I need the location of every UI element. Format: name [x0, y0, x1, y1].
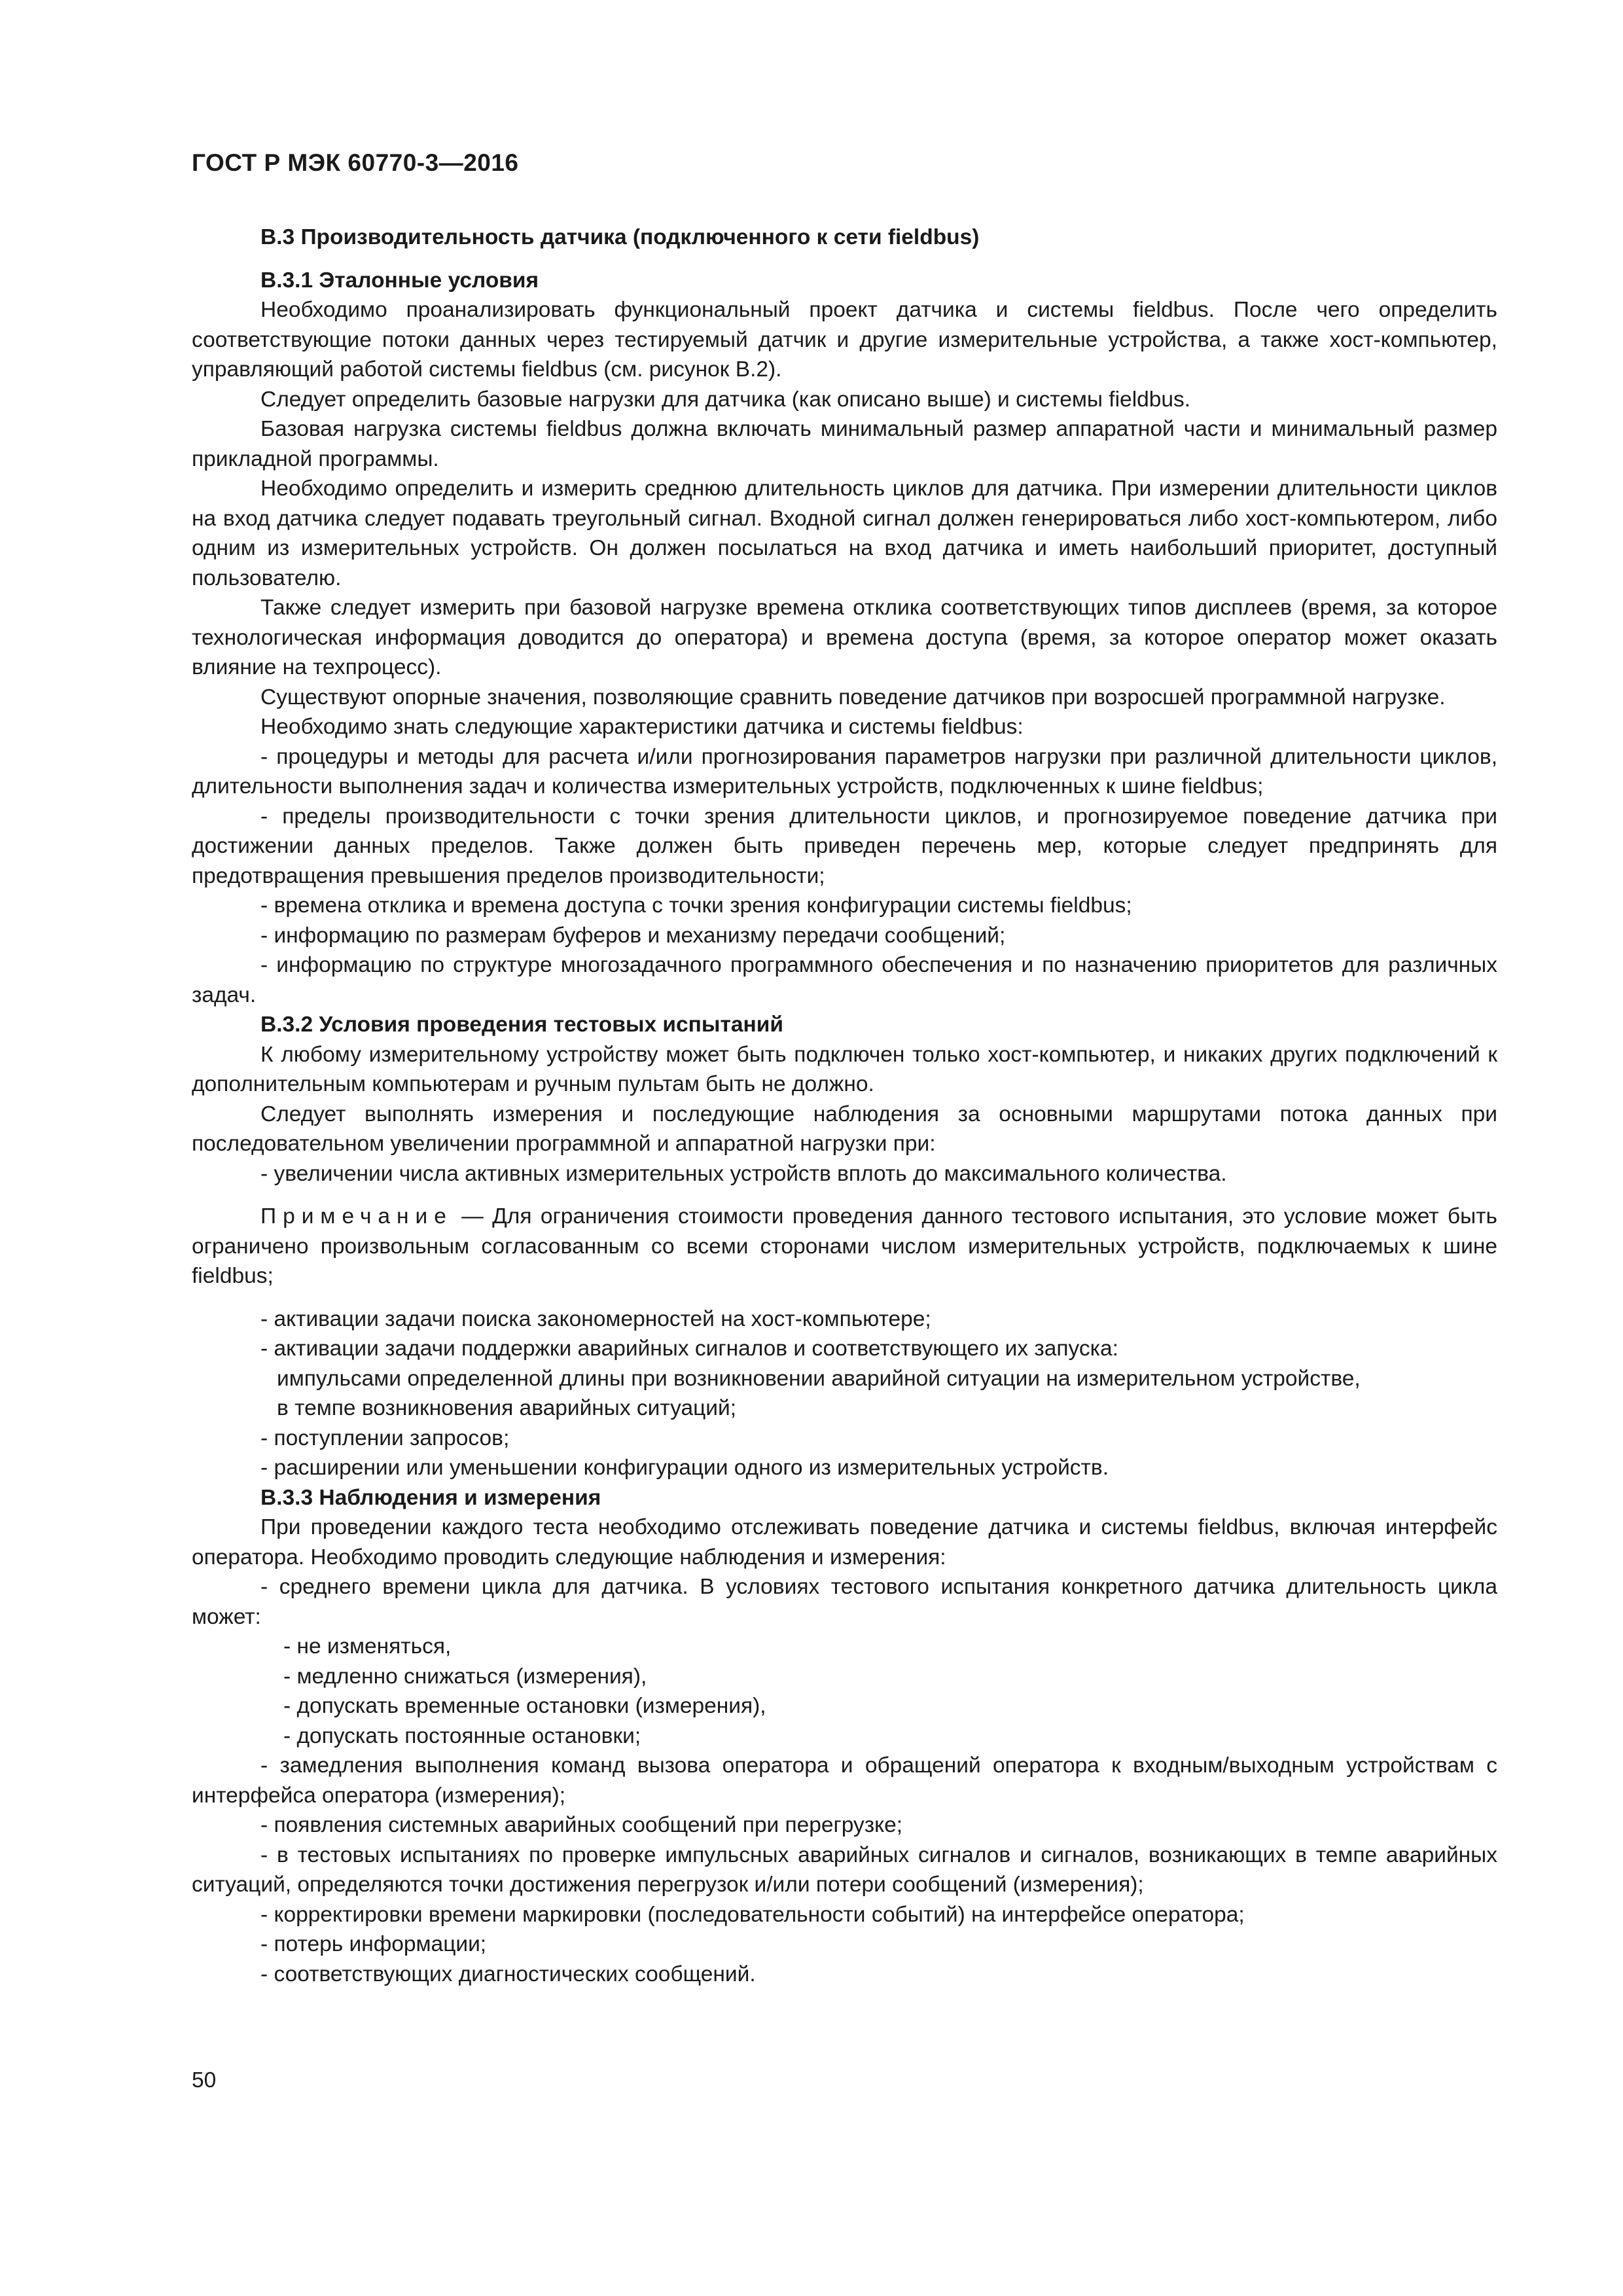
list-item: - соответствующих диагностических сообщений. [260, 1962, 756, 1986]
paragraph: Необходимо определить и измерить среднюю длительность циклов для датчика. При измерении длительности циклов на вход датчика следует подавать треугольный сигнал. Входной сигнал должен генерироваться либо хост-компьютером, либо одним из измерительных устройств. Он должен посылаться на вход датчика и иметь наибольший приоритет, доступный пользователю. [192, 476, 1497, 590]
list-item: - поступлении запросов; [260, 1426, 510, 1450]
list-item: - потерь информации; [260, 1932, 487, 1956]
sub-list-item: - допускать временные остановки (измерения), [283, 1694, 766, 1718]
list-item: - среднего времени цикла для датчика. В условиях тестового испытания конкретного датчика длительность цикла может: [192, 1575, 1497, 1629]
list-item-continuation: импульсами определенной длины при возникновении аварийной ситуации на измерительном устройстве, [277, 1366, 1361, 1391]
note [192, 1202, 1497, 1291]
page-number: 50 [192, 2068, 217, 2092]
paragraph: Следует определить базовые нагрузки для датчика (как описано выше) и системы fieldbus. [260, 387, 1191, 412]
list-item: - увеличении числа активных измерительных устройств вплоть до максимального количества. [260, 1161, 1227, 1186]
paragraph: Существуют опорные значения, позволяющие сравнить поведение датчиков при возросшей программной нагрузке. [260, 685, 1446, 709]
paragraph: Следует выполнять измерения и последующие наблюдения за основными маршрутами потока данных при последовательном увеличении программной и аппаратной нагрузки при: [192, 1102, 1497, 1156]
document-body [192, 223, 1497, 1989]
subsection-title-reference-conditions: В.3.1 Эталонные условия [260, 268, 539, 293]
sub-list-item: - медленно снижаться (измерения), [283, 1664, 647, 1689]
list-item: - в тестовых испытаниях по проверке импульсных аварийных сигналов и сигналов, возникающих в темпе аварийных ситуаций, определяются точки достижения перегрузок и/или потери сообщений (измерения); [192, 1842, 1497, 1897]
paragraph: К любому измерительному устройству может быть подключен только хост-компьютер, и никаких других подключений к дополнительным компьютерам и ручным пультам быть не должно. [192, 1042, 1497, 1096]
note-text: — Для ограничения стоимости проведения данного тестового испытания, это условие может быть ограничено произвольным согласованным со всеми сторонами числом измерительных устройств, подключаемых к шине fieldbus; [192, 1204, 1497, 1288]
list-item: - информацию по структуре многозадачного программного обеспечения и по назначению приоритетов для различных задач. [192, 953, 1497, 1007]
list-item: - информацию по размерам буферов и механизму передачи сообщений; [260, 923, 1006, 948]
paragraph: Необходимо проанализировать функциональный проект датчика и системы fieldbus. После чего определить соответствующие потоки данных через тестируемый датчик и другие измерительные устройства, а также хост-компьютер, управляющий работой системы fieldbus (см. рисунок В.2). [192, 298, 1497, 382]
paragraph: Также следует измерить при базовой нагрузке времена отклика соответствующих типов дисплеев (время, за которое технологическая информация доводится до оператора) и времена доступа (время, за которое оператор может оказать влияние на техпроцесс). [192, 596, 1497, 679]
paragraph: При проведении каждого теста необходимо отслеживать поведение датчика и системы fieldbus, включая интерфейс оператора. Необходимо проводить следующие наблюдения и измерения: [192, 1515, 1497, 1570]
list-item: - процедуры и методы для расчета и/или прогнозирования параметров нагрузки при различной длительности циклов, длительности выполнения задач и количества измерительных устройств, подключенных к шине fieldbus; [192, 744, 1497, 798]
subsection-title-test-conditions: В.3.2 Условия проведения тестовых испытаний [260, 1013, 783, 1037]
sub-list-item: - допускать постоянные остановки; [283, 1723, 641, 1748]
sub-list-item: - не изменяться, [283, 1634, 452, 1659]
document-header: ГОСТ Р МЭК 60770-3—2016 [192, 149, 519, 176]
section-title: В.3 Производительность датчика (подключенного к сети fieldbus) [260, 225, 980, 249]
list-item: - времена отклика и времена доступа с точки зрения конфигурации системы fieldbus; [260, 893, 1132, 918]
list-item: - активации задачи поддержки аварийных сигналов и соответствующего их запуска: [260, 1336, 1118, 1361]
list-item: - расширении или уменьшении конфигурации одного из измерительных устройств. [260, 1456, 1109, 1480]
note-label: Примечание [260, 1204, 453, 1229]
list-item: - корректировки времени маркировки (последовательности событий) на интерфейсе оператора; [260, 1902, 1245, 1927]
subsection-title-observations: В.3.3 Наблюдения и измерения [260, 1485, 601, 1510]
list-item: - замедления выполнения команд вызова оператора и обращений оператора к входным/выходным устройствам с интерфейса оператора (измерения); [192, 1753, 1497, 1808]
list-item: - появления системных аварийных сообщений при перегрузке; [260, 1813, 903, 1837]
paragraph: Базовая нагрузка системы fieldbus должна включать минимальный размер аппаратной части и минимальный размер прикладной программы. [192, 417, 1497, 471]
list-item: - активации задачи поиска закономерностей на хост-компьютере; [260, 1306, 931, 1331]
list-item: - пределы производительности с точки зрения длительности циклов, и прогнозируемое поведение датчика при достижении данных пределов. Также должен быть приведен перечень мер, которые следует предпринять для предотвращения превышения пределов производительности; [192, 804, 1497, 888]
list-item-continuation: в темпе возникновения аварийных ситуаций; [277, 1396, 737, 1420]
paragraph: Необходимо знать следующие характеристики датчика и системы fieldbus: [260, 715, 1024, 739]
